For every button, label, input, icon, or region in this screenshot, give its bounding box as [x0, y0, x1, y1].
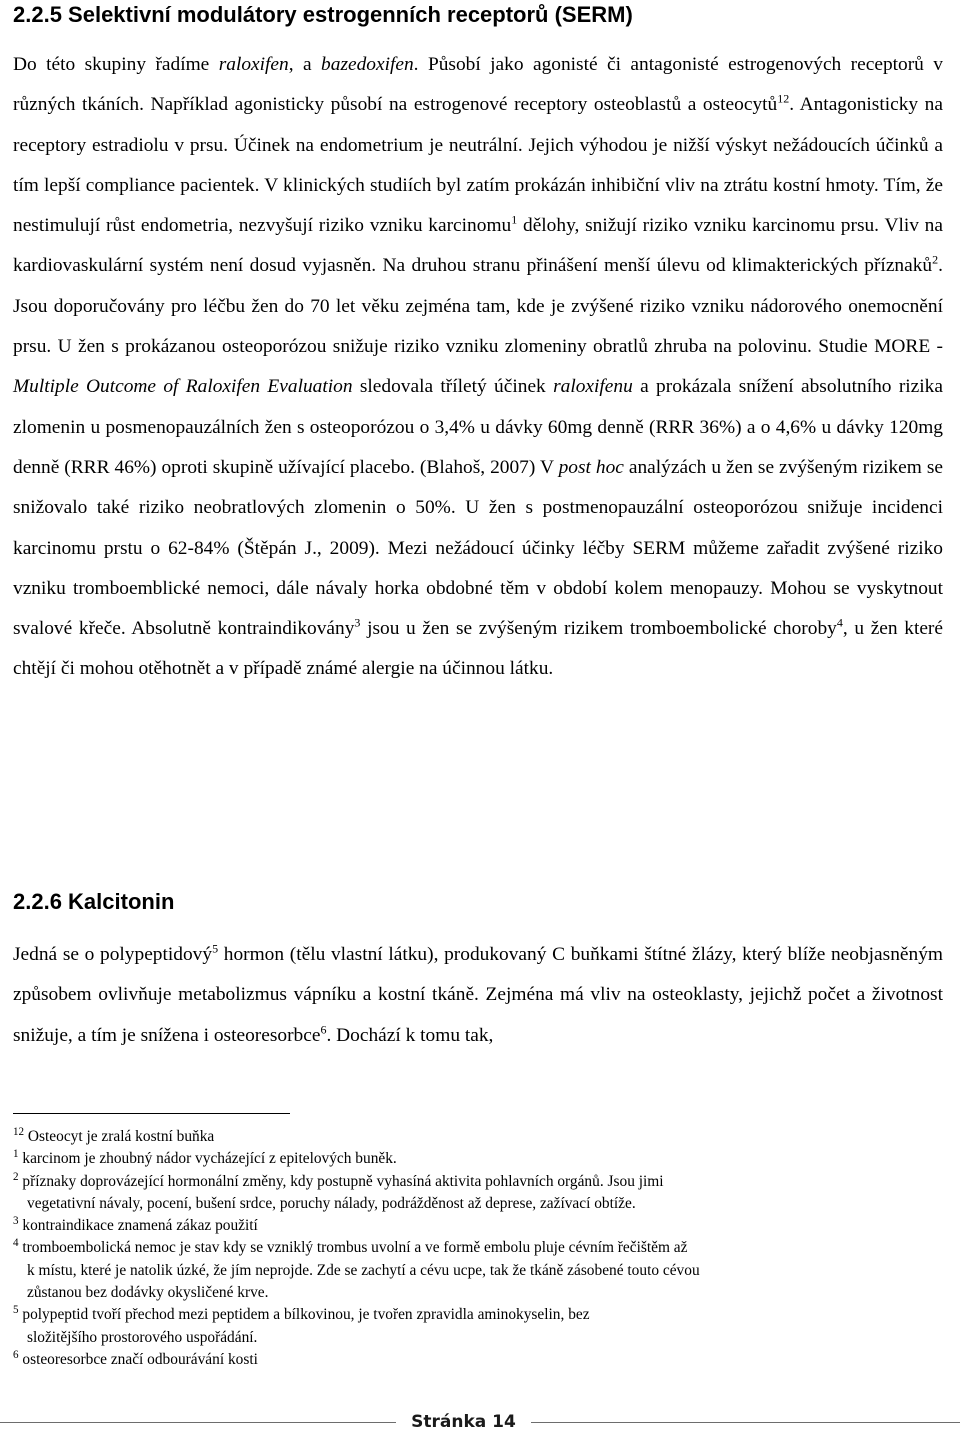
- term-post-hoc: post hoc: [558, 456, 624, 478]
- footnotes-list: [13, 1126, 913, 1371]
- footnote-ref-6[interactable]: 6: [320, 1022, 327, 1037]
- footnote-ref-12[interactable]: 12: [777, 91, 790, 106]
- section-heading-kalcitonin: 2.2.6 Kalcitonin: [13, 889, 175, 914]
- footnote-6: $^6$ osteoresorbce značí odbourávání kosti: [13, 1348, 258, 1368]
- term-more-study: Multiple Outcome of Raloxifen Evaluation: [13, 376, 353, 398]
- footnote-ref-2[interactable]: 2: [932, 253, 939, 268]
- section-heading-serm: 2.2.5 Selektivní modulátory estrogenních receptorů (SERM): [13, 2, 633, 27]
- page-number: Stránka 14: [411, 1412, 516, 1432]
- footnote-1: $^1$ karcinom je zhoubný nádor vycházející z epitelových buněk.: [13, 1148, 397, 1168]
- footnote-4: $^4$ tromboembolická nemoc je stav kdy se vzniklý trombus uvolní a ve formě embolu pluje cévním řečištěm až k místu, které je natolik úzké, že jím neprojde. Zde se zachytí a cévu ucpe, tak že tkáně zásobené touto cévou zůstanou bez dodávky okysličené krve.: [13, 1237, 700, 1302]
- term-raloxifenu: raloxifenu: [553, 376, 633, 398]
- footnote-ref-4[interactable]: 4: [836, 615, 843, 630]
- footnote-ref-5[interactable]: 5: [212, 941, 219, 956]
- paragraph-serm: Do této skupiny řadíme raloxifen, a bazedoxifen. Působí jako agonisté či antagonisté estrogenových receptorů v různých tkáních. Například agonisticky působí na estrogenové receptory osteoblastů a osteocytů$^{12}$. Antagonisticky na receptory estradiolu v prsu. Účinek na endometrium je neutrální. Jejich výhodou je nižší výskyt nežádoucích účinků a tím lepší compliance pacientek. V klinických studiích byl zatím prokázán inhibiční vliv na ztrátu kostní hmoty. Tím, že nestimulují růst endometria, nezvyšují riziko vzniku karcinomu$^1$ dělohy, snižují riziko vzniku karcinomu prsu. Vliv na kardiovaskulární systém není dosud vyjasněn. Na druhou stranu přinášení menší úlevu od klimakterických příznaků$^2$. Jsou doporučovány pro léčbu žen do 70 let věku zejména tam, kde je zvýšené riziko vzniku nádorového onemocnění prsu. U žen s prokázanou osteoporózou snižuje riziko vzniku zlomeniny obratlů zhruba na polovinu. Studie MORE - Multiple Outcome of Raloxifen Evaluation sledovala tříletý účinek raloxifenu a prokázala snížení absolutního rizika zlomenin u posmenopauzálních žen s osteoporózou o 3,4% u dávky 60mg denně (RRR 36%) a o 4,6% u dávky 120mg denně (RRR 46%) oproti skupině užívající placebo. (Blahoš, 2007) V post hoc analýzách u žen se zvýšeným rizikem se snižovalo také riziko neobratlových zlomenin o 50%. U žen s postmenopauzální osteoporózou snižuje incidenci karcinomu prstu o 62-84% (Štěpán J., 2009). Mezi nežádoucí účinky léčby SERM můžeme zařadit zvýšené riziko vzniku tromboemblické nemoci, dále návaly horka obdobné těm v období kolem menopauzy. Mohou se vyskytnout svalové křeče. Absolutně kontraindikovány$^3$ jsou u žen se zvýšeným rizikem tromboembolické choroby$^4$, u žen které chtějí či mohou otěhotnět a v případě známé alergie na účinnou látku.: [13, 54, 943, 680]
- footnote-separator: [13, 1113, 290, 1114]
- footnote-5: $^5$ polypeptid tvoří přechod mezi peptidem a bílkovinou, je tvořen zpravidla aminokyselin, bez složitějšího prostorového uspořádání.: [13, 1304, 590, 1346]
- term-raloxifen: raloxifen: [218, 54, 289, 75]
- footnote-3: $^3$ kontraindikace znamená zákaz použití: [13, 1215, 258, 1235]
- footnote-2: $^2$ příznaky doprovázející hormonální změny, kdy postupně vyhasíná aktivita pohlavních orgánů. Jsou jimi vegetativní návaly, pocení, bušení srdce, poruchy nálady, podrážděnost až deprese, zažívací obtíže.: [13, 1170, 664, 1212]
- footnote-ref-3[interactable]: 3: [354, 615, 361, 630]
- footnote-12: $^{12}$ Osteocyt je zralá kostní buňka: [13, 1125, 215, 1145]
- term-bazedoxifen: bazedoxifen: [321, 54, 414, 75]
- paragraph-kalcitonin: Jedná se o polypeptidový$^5$ hormon (tělu vlastní látku), produkovaný C buňkami štítné žlázy, který blíže neobjasněným způsobem ovlivňuje metabolizmus vápníku a kostní tkáně. Zejména má vliv na osteoklasty, jejichž počet a životnost snižuje, a tím je snížena i osteoresorbce$^6$. Dochází k tomu tak,: [13, 941, 943, 1046]
- footnote-ref-1[interactable]: 1: [511, 212, 518, 227]
